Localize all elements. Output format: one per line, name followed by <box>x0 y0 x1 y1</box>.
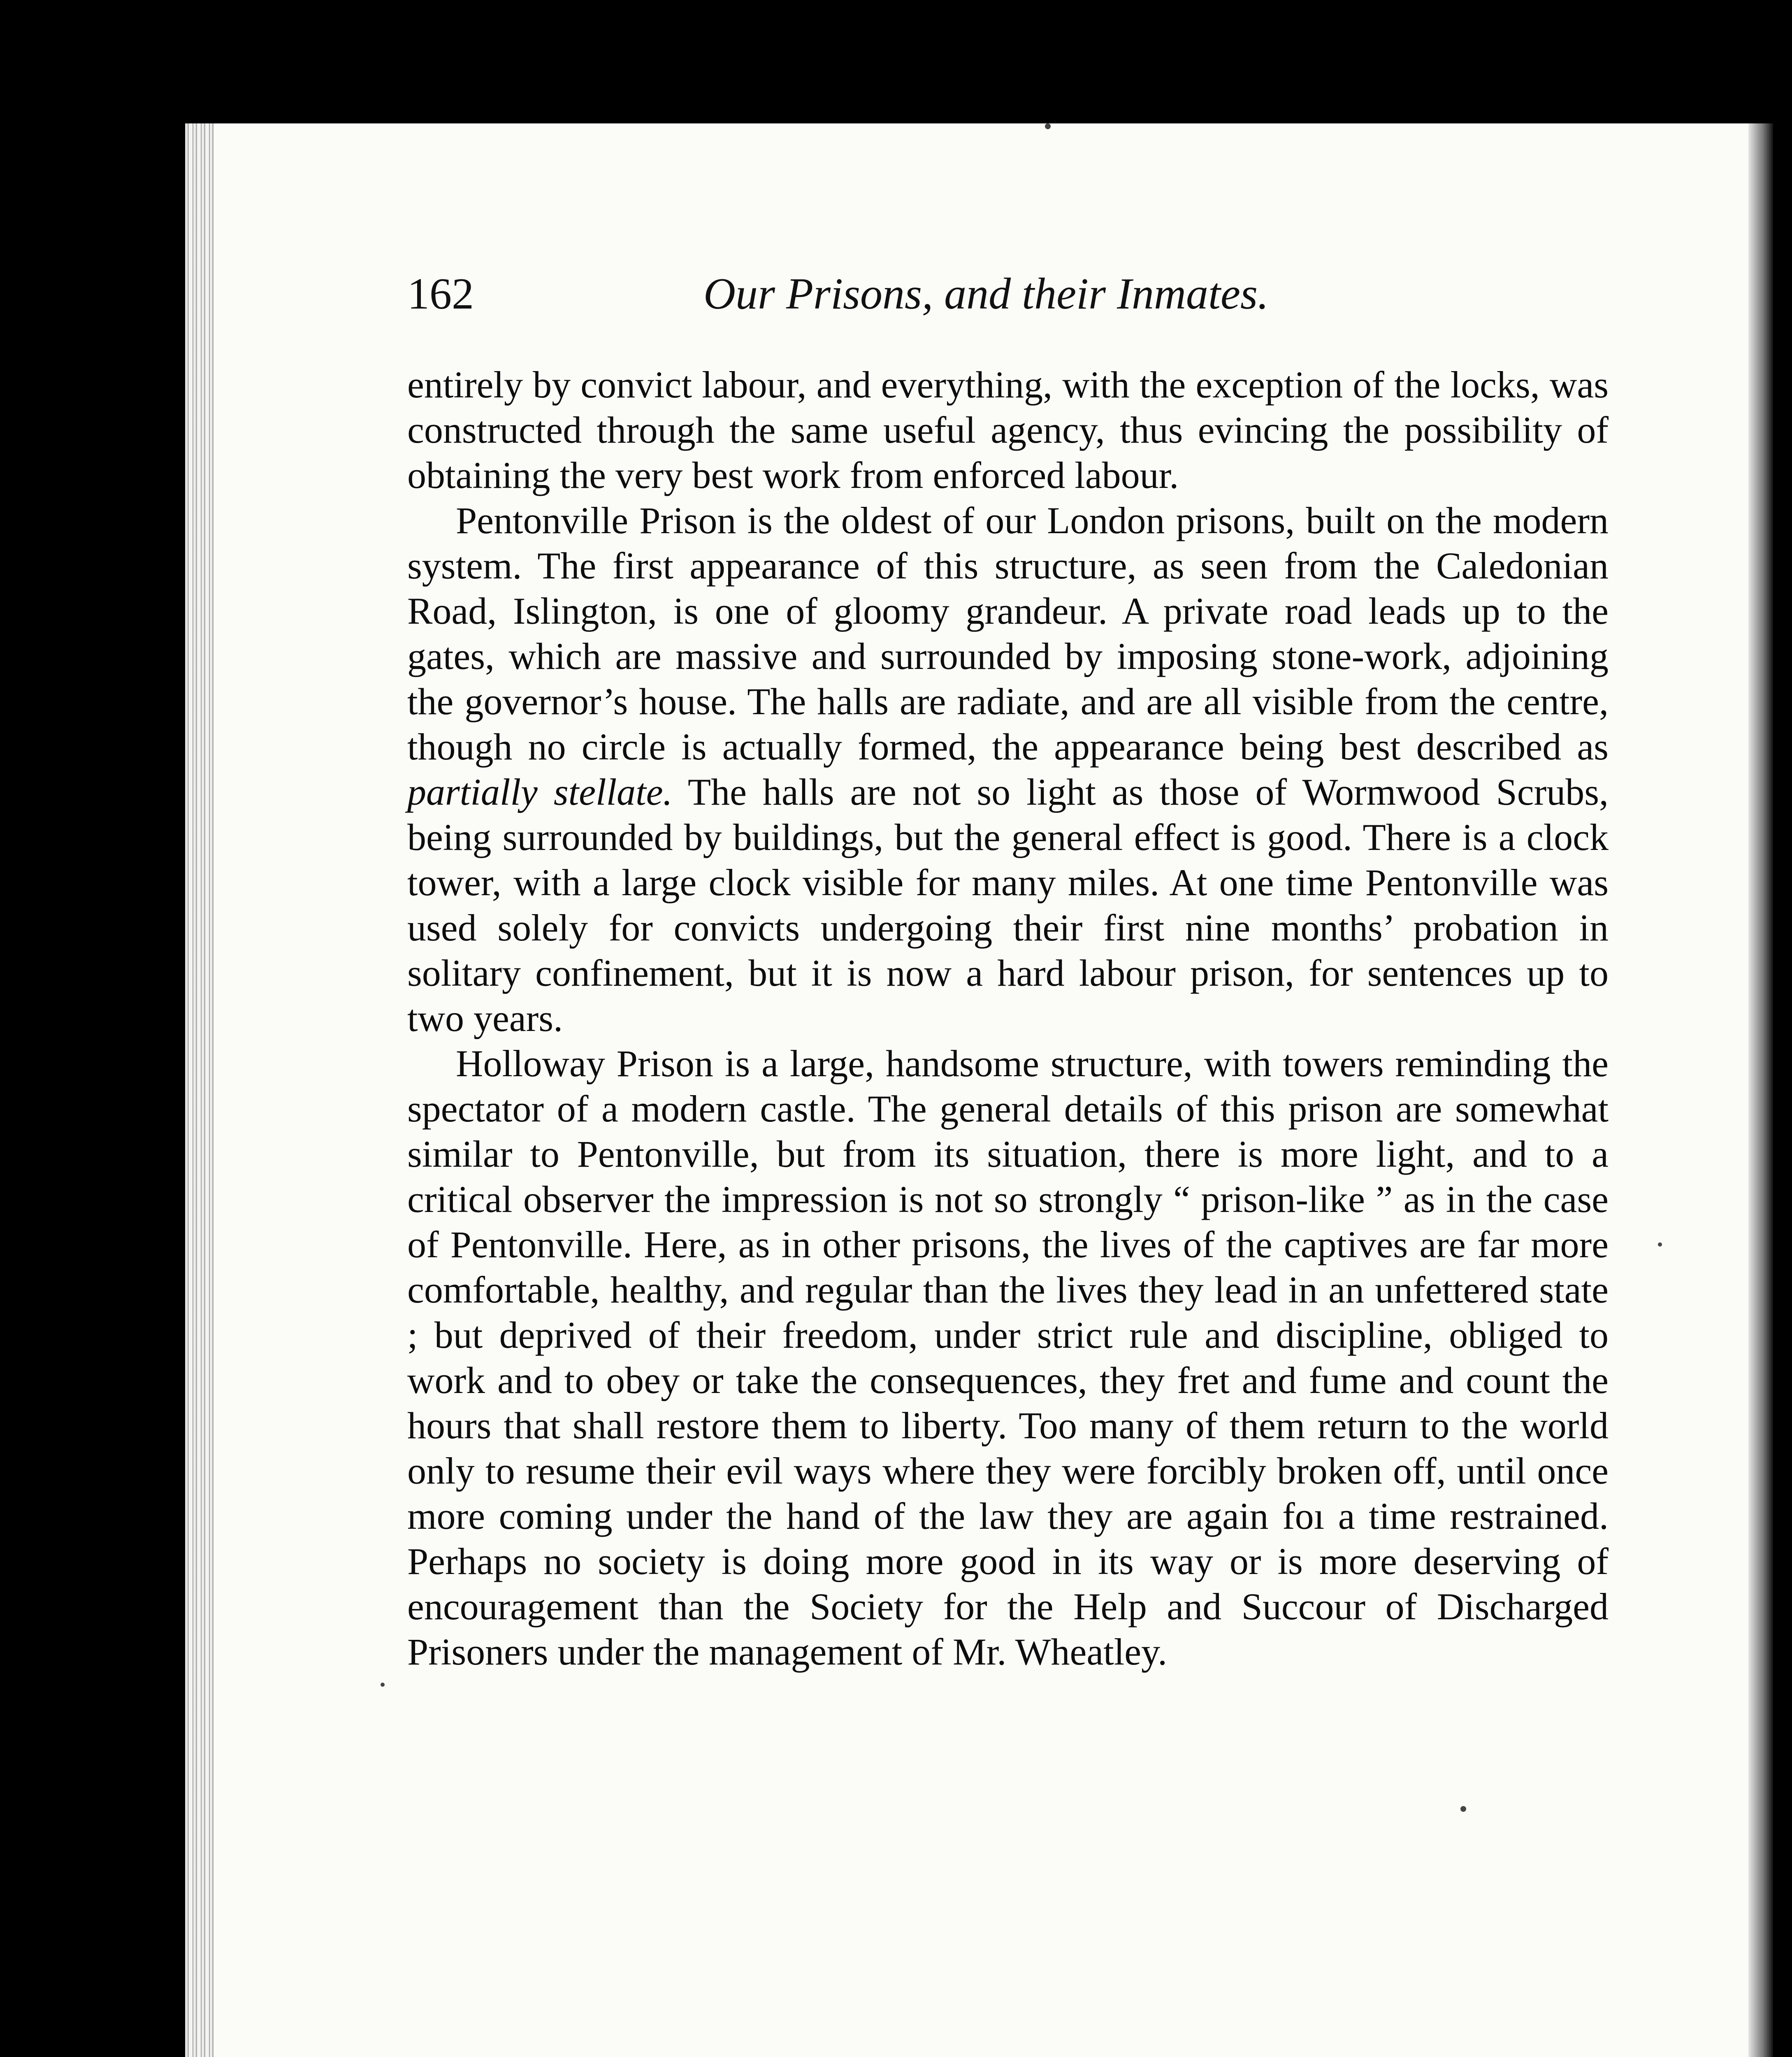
running-head <box>407 263 1609 325</box>
paragraph-holloway: Holloway Prison is a large, handsome structure, with towers reminding the spectator of a modern castle. The general details of this prison are somewhat similar to Pentonville, but from its situation, there is more light, and to a critical observer the impression is not so strongly “ prison-like ” as in the case of Pentonville. Here, as in other prisons, the lives of the captives are far more comfortable, healthy, and regular than the lives they lead in an unfettered state ; but deprived of their freedom, under strict rule and discipline, obliged to work and to obey or take the consequences, they fret and fume and count the hours that shall restore them to liberty. Too many of them return to the world only to resume their evil ways where they were forcibly broken off, until once more coming under the hand of the law they are again foı a time restrained. Perhaps no society is doing more good in its way or is more deserving of encouragement than the Society for the Help and Succour of Discharged Prisoners under the management of Mr. Wheatley. <box>407 1042 1609 1673</box>
paragraph-continued: entirely by convict labour, and everything, with the exception of the locks, was constructed through the same useful agency, thus evincing the possibility of obtaining the very best work from enforced labour. <box>407 364 1609 496</box>
page-speck <box>381 1683 385 1687</box>
page-edge-left <box>185 123 214 2057</box>
paragraph-pentonville-part1: Pentonville Prison is the oldest of our London prisons, built on the modern system. The first appearance of this structure, as seen from the Caledonian Road, Islington, is one of gloomy grandeur. A private road leads up to the gates, which are massive and surrounded by imposing stone-work, adjoining the governor’s house. The halls are radiate, and are all visible from the centre, though no circle is actually formed, the appearance being best described as <box>407 499 1609 768</box>
paragraph-pentonville <box>407 498 1609 1041</box>
body-text <box>407 362 1609 1674</box>
page-speck <box>1460 1806 1466 1812</box>
page-speck <box>1658 1242 1662 1247</box>
paragraph-pentonville-part2: The halls are not so light as those of Wormwood Scrubs, being surrounded by buildings, but the general effect is good. There is a clock tower, with a large clock visible for many miles. At one time Pentonville was used solely for convicts undergoing their first nine months’ probation in solitary confinement, but it is now a hard labour prison, for sentences up to two years. <box>407 771 1609 1039</box>
page-speck <box>1045 123 1051 129</box>
paragraph-pentonville-emphasis: partially stellate. <box>407 771 673 813</box>
page-number: 162 <box>407 269 474 318</box>
page-edge-right <box>1748 123 1773 2057</box>
running-title: Our Prisons, and their Inmates. <box>703 269 1269 318</box>
